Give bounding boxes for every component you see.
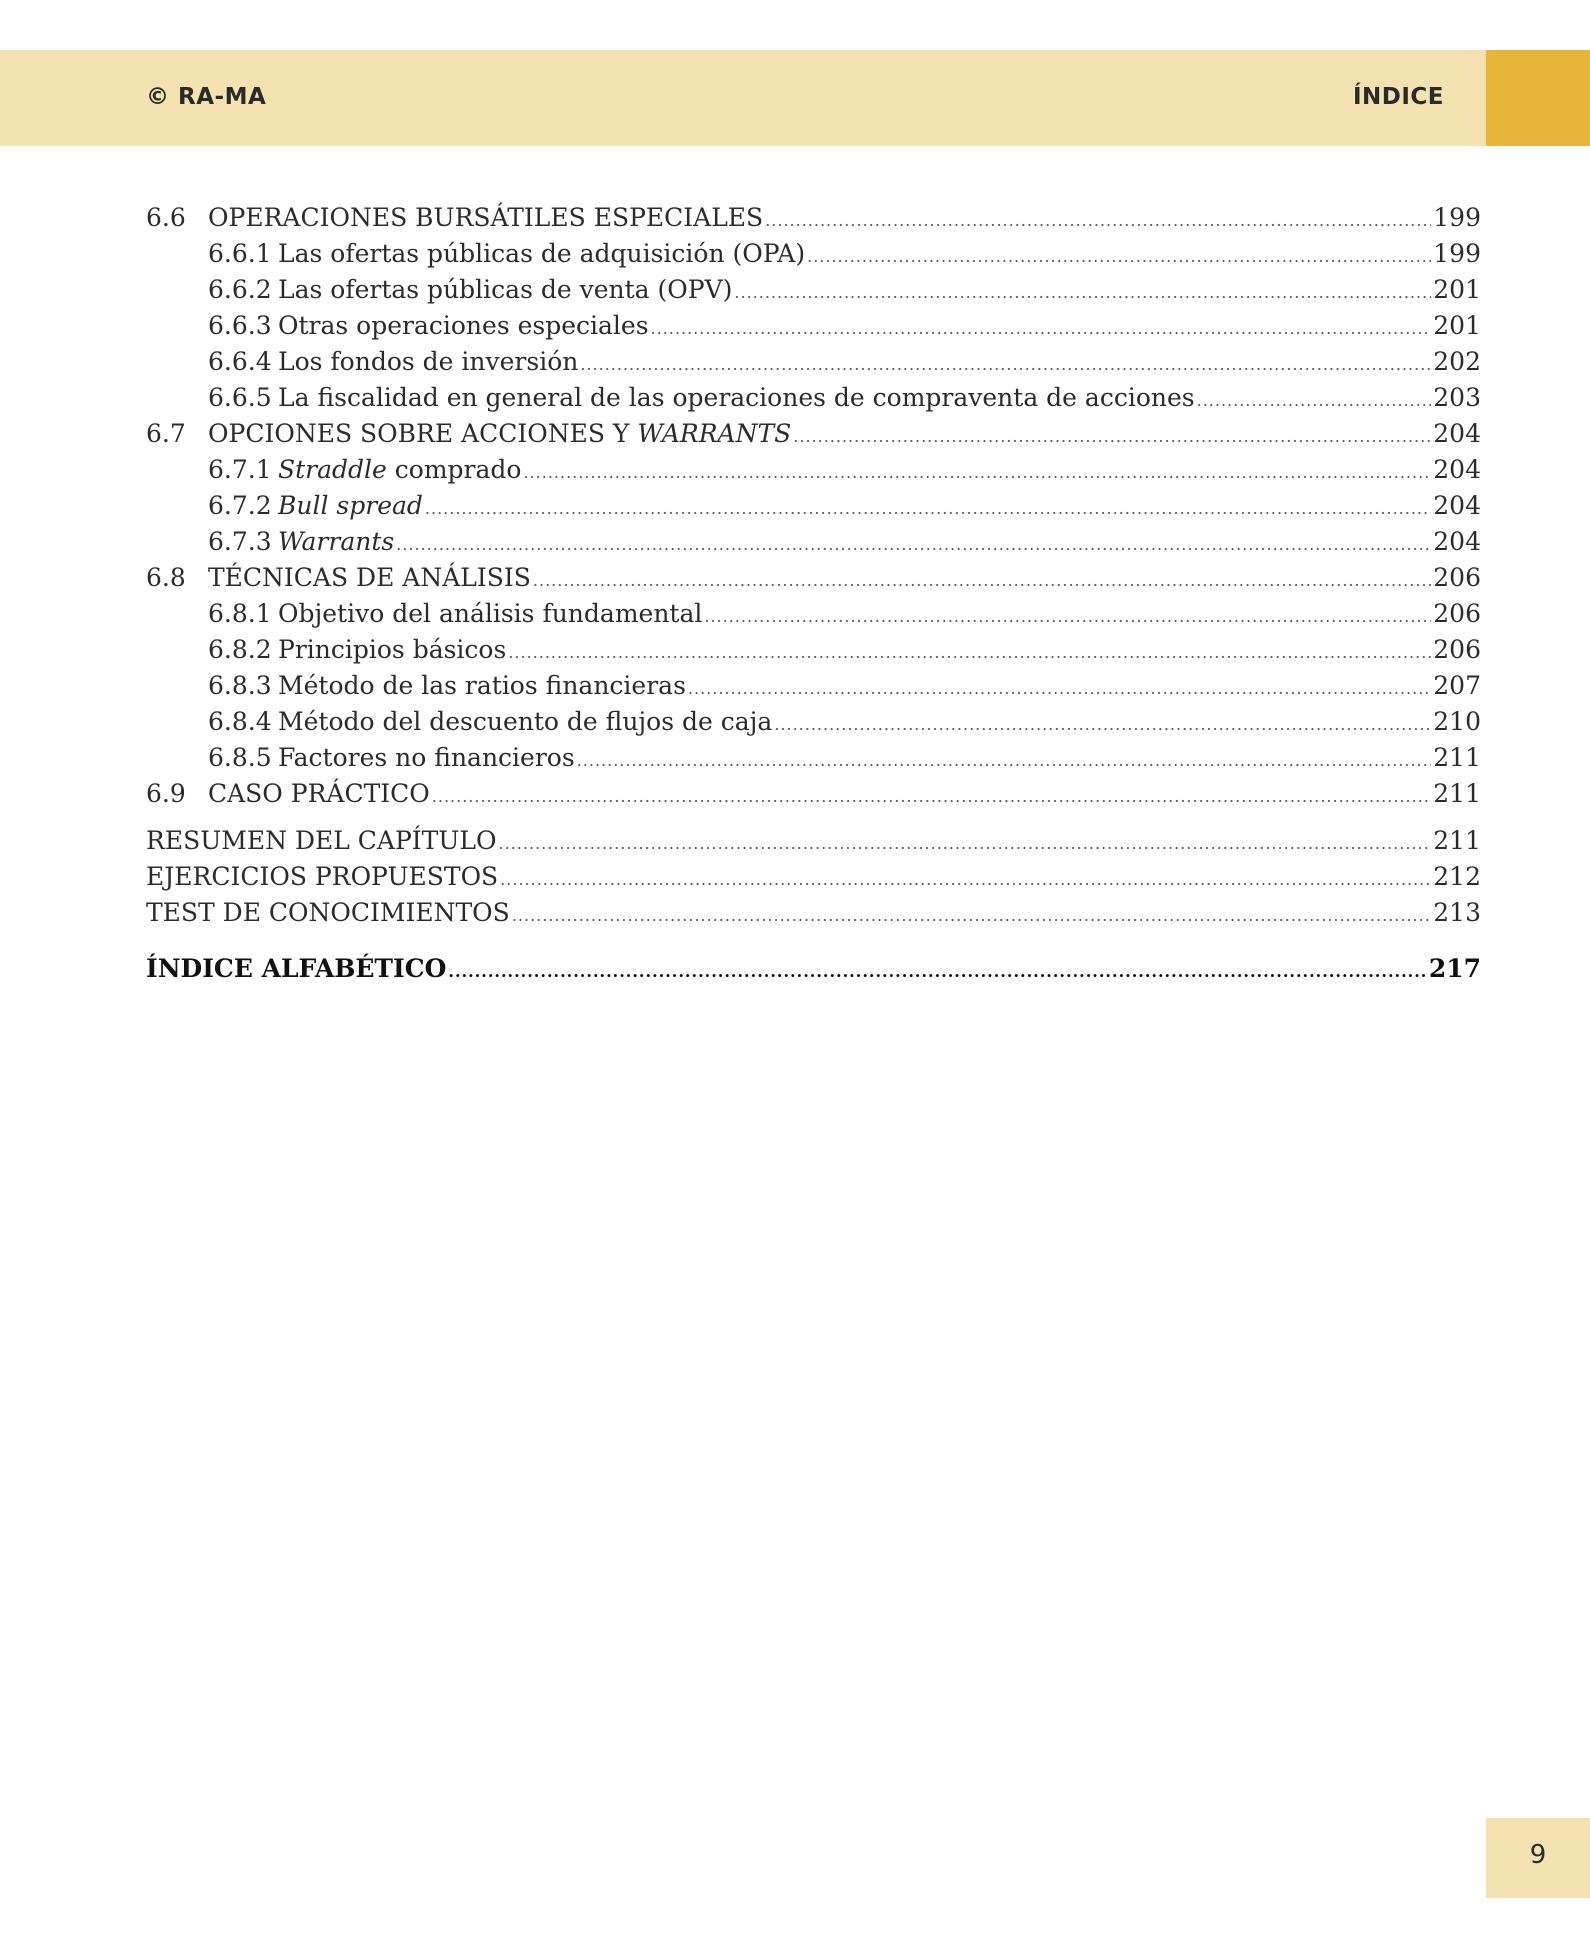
toc-entry-title: OPERACIONES BURSÁTILES ESPECIALES bbox=[208, 203, 764, 232]
dot-leader bbox=[580, 347, 1431, 383]
toc-entry-page: 202 bbox=[1433, 347, 1481, 376]
toc-entry[interactable] bbox=[146, 823, 1481, 859]
dot-leader bbox=[512, 898, 1431, 934]
toc-entry-page: 206 bbox=[1433, 599, 1481, 628]
dot-leader bbox=[523, 455, 1431, 491]
dot-leader bbox=[448, 954, 1426, 990]
toc-entry[interactable] bbox=[146, 344, 1481, 380]
toc-entry-page: 211 bbox=[1433, 779, 1481, 808]
toc-entry-page: 206 bbox=[1433, 635, 1481, 664]
toc-entry-title bbox=[278, 488, 423, 524]
toc-entry-title-italic: Bull spread bbox=[278, 491, 423, 520]
dot-leader bbox=[704, 599, 1431, 635]
page-number: 9 bbox=[1529, 1840, 1547, 1870]
toc-entry-title: TEST DE CONOCIMIENTOS bbox=[146, 898, 510, 927]
toc-entry[interactable] bbox=[146, 452, 1481, 488]
toc-entry-page: 201 bbox=[1433, 311, 1481, 340]
toc-entry[interactable] bbox=[146, 488, 1481, 524]
publisher-label: © RA-MA bbox=[146, 84, 267, 110]
toc-entry-page: 206 bbox=[1433, 563, 1481, 592]
toc-entry-title: CASO PRÁCTICO bbox=[208, 779, 430, 808]
toc-entry-number: 6.6.4 bbox=[208, 347, 272, 376]
toc-entry-page: 199 bbox=[1433, 239, 1481, 268]
toc-entry-title-text: comprado bbox=[394, 455, 522, 484]
dot-leader bbox=[651, 311, 1432, 347]
toc-entry-page: 213 bbox=[1433, 898, 1481, 927]
toc-entry-title bbox=[278, 524, 394, 560]
toc-entry-page: 203 bbox=[1433, 383, 1481, 412]
toc-entry[interactable] bbox=[146, 524, 1481, 560]
toc-entry-page: 210 bbox=[1433, 707, 1481, 736]
dot-leader bbox=[533, 563, 1431, 599]
table-of-contents bbox=[146, 200, 1481, 987]
dot-leader bbox=[765, 203, 1431, 239]
dot-leader bbox=[774, 707, 1431, 743]
toc-entry[interactable] bbox=[146, 740, 1481, 776]
dot-leader bbox=[1197, 383, 1432, 419]
header-accent-block bbox=[1486, 50, 1590, 146]
toc-entry[interactable] bbox=[146, 951, 1481, 987]
toc-entry[interactable] bbox=[146, 596, 1481, 632]
toc-entry-number: 6.6.1 bbox=[208, 239, 272, 268]
toc-entry-number: 6.8.5 bbox=[208, 743, 272, 772]
toc-entry-number: 6.6.3 bbox=[208, 311, 272, 340]
toc-entry-number: 6.6.2 bbox=[208, 275, 272, 304]
toc-entry-title: RESUMEN DEL CAPÍTULO bbox=[146, 826, 497, 855]
toc-entry[interactable] bbox=[146, 895, 1481, 931]
toc-entry[interactable] bbox=[146, 776, 1481, 812]
toc-entry-title: Principios básicos bbox=[278, 635, 507, 664]
toc-entry[interactable] bbox=[146, 236, 1481, 272]
toc-entry-number: 6.8.3 bbox=[208, 671, 272, 700]
toc-entry[interactable] bbox=[146, 308, 1481, 344]
toc-entry-number: 6.9 bbox=[146, 779, 186, 808]
dot-leader bbox=[396, 527, 1431, 563]
toc-entry-number: 6.6.5 bbox=[208, 383, 272, 412]
toc-entry-title: Otras operaciones especiales bbox=[278, 311, 649, 340]
toc-entry-page: 204 bbox=[1433, 455, 1481, 484]
toc-entry-page: 204 bbox=[1433, 491, 1481, 520]
dot-leader bbox=[425, 491, 1431, 527]
toc-entry[interactable] bbox=[146, 272, 1481, 308]
toc-entry-page: 207 bbox=[1433, 671, 1481, 700]
toc-entry-number: 6.8.1 bbox=[208, 599, 272, 628]
toc-entry-page: 212 bbox=[1433, 862, 1481, 891]
toc-entry-number: 6.8.4 bbox=[208, 707, 272, 736]
toc-entry-page: 199 bbox=[1433, 203, 1481, 232]
toc-entry-title: Objetivo del análisis fundamental bbox=[278, 599, 703, 628]
toc-entry-title: ÍNDICE ALFABÉTICO bbox=[146, 954, 447, 983]
toc-entry-title: Método del descuento de flujos de caja bbox=[278, 707, 773, 736]
toc-entry-page: 211 bbox=[1433, 743, 1481, 772]
toc-entry-title bbox=[278, 452, 521, 488]
dot-leader bbox=[500, 862, 1431, 898]
toc-entry-page: 211 bbox=[1433, 826, 1481, 855]
spacer bbox=[146, 931, 1481, 951]
dot-leader bbox=[577, 743, 1432, 779]
toc-entry-number: 6.7 bbox=[146, 419, 186, 448]
toc-entry-number: 6.7.1 bbox=[208, 455, 272, 484]
toc-entry-title: Las ofertas públicas de venta (OPV) bbox=[278, 275, 733, 304]
toc-entry[interactable] bbox=[146, 704, 1481, 740]
toc-entry[interactable] bbox=[146, 416, 1481, 452]
toc-entry-title: Método de las ratios financieras bbox=[278, 671, 686, 700]
toc-entry[interactable] bbox=[146, 668, 1481, 704]
toc-entry-number: 6.6 bbox=[146, 203, 186, 232]
toc-entry[interactable] bbox=[146, 859, 1481, 895]
toc-entry[interactable] bbox=[146, 380, 1481, 416]
toc-entry-page: 201 bbox=[1433, 275, 1481, 304]
section-label: ÍNDICE bbox=[1352, 84, 1444, 110]
dot-leader bbox=[688, 671, 1431, 707]
toc-entry-title: Factores no financieros bbox=[278, 743, 575, 772]
toc-entry-number: 6.7.3 bbox=[208, 527, 272, 556]
toc-entry-number: 6.8 bbox=[146, 563, 186, 592]
page-number-box bbox=[1486, 1818, 1590, 1898]
toc-entry-number: 6.8.2 bbox=[208, 635, 272, 664]
toc-entry-title-text: OPCIONES SOBRE ACCIONES Y bbox=[208, 419, 630, 448]
dot-leader bbox=[508, 635, 1431, 671]
toc-entry[interactable] bbox=[146, 560, 1481, 596]
toc-entry-title bbox=[208, 416, 791, 452]
toc-entry[interactable] bbox=[146, 632, 1481, 668]
toc-entry-title: Las ofertas públicas de adquisición (OPA) bbox=[278, 239, 806, 268]
toc-entry-title: Los fondos de inversión bbox=[278, 347, 579, 376]
toc-entry[interactable] bbox=[146, 200, 1481, 236]
toc-entry-title: La fiscalidad en general de las operaciones de compraventa de acciones bbox=[278, 383, 1195, 412]
toc-entry-page: 204 bbox=[1433, 419, 1481, 448]
toc-entry-page: 217 bbox=[1428, 954, 1481, 983]
dot-leader bbox=[793, 419, 1431, 455]
toc-entry-title: EJERCICIOS PROPUESTOS bbox=[146, 862, 499, 891]
toc-entry-number: 6.7.2 bbox=[208, 491, 272, 520]
dot-leader bbox=[432, 779, 1432, 815]
toc-entry-title-italic: WARRANTS bbox=[637, 419, 792, 448]
dot-leader bbox=[807, 239, 1431, 275]
page-header bbox=[0, 50, 1590, 146]
toc-entry-title-italic: Warrants bbox=[278, 527, 395, 556]
toc-entry-title-italic: Straddle bbox=[278, 455, 387, 484]
toc-entry-page: 204 bbox=[1433, 527, 1481, 556]
dot-leader bbox=[499, 826, 1432, 862]
dot-leader bbox=[734, 275, 1431, 311]
toc-entry-title: TÉCNICAS DE ANÁLISIS bbox=[208, 563, 531, 592]
